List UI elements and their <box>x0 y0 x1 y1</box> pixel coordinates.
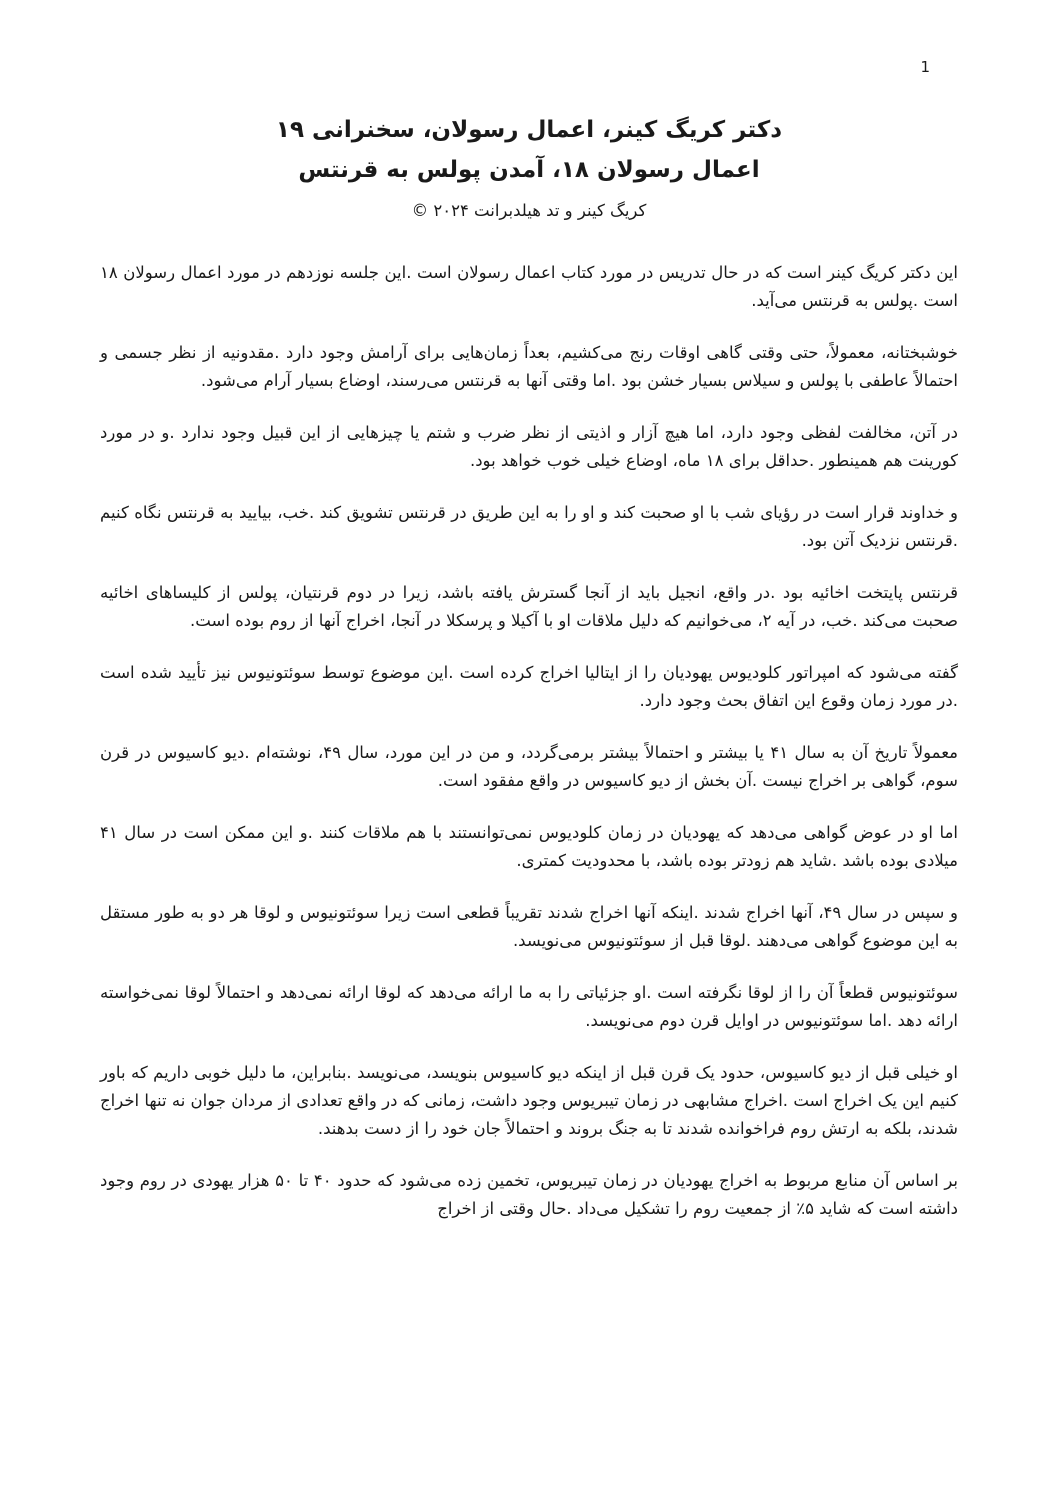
paragraph: و سپس در سال ۴۹، آنها اخراج شدند .اینکه آنها اخراج شدند تقریباً قطعی است زیرا سوئتونیوس و لوقا هر دو به طور مستقل به این موضوع گواهی می‌دهند .لوقا قبل از سوئتونیوس می‌نویسد. <box>100 903 958 951</box>
paragraph: قرنتس پایتخت اخائیه بود .در واقع، انجیل باید از آنجا گسترش یافته باشد، زیرا در دوم قرنتیان، پولس از کلیساهای اخائیه صحبت می‌کند .خب، در آیه ۲، می‌خوانیم که دلیل ملاقات او با آکیلا و پرسکلا در آنجا، اخراج آنها از روم بوده است. <box>100 583 958 631</box>
paragraph: خوشبختانه، معمولاً، حتی وقتی گاهی اوقات رنج می‌کشیم، بعداً زمان‌هایی برای آرامش وجود دارد .مقدونیه از نظر جسمی و احتمالاً عاطفی با پولس و سیلاس بسیار خشن بود .اما وقتی آنها به قرنتس می‌رسند، اوضاع بسیار آرام می‌شود. <box>100 343 958 391</box>
title-block <box>100 110 958 223</box>
paragraph: در آتن، مخالفت لفظی وجود دارد، اما هیچ آزار و اذیتی از نظر ضرب و شتم یا چیزهایی از این قبیل وجود ندارد .و در مورد کورینت هم همینطور .حداقل برای ۱۸ ماه، اوضاع خیلی خوب خواهد بود. <box>100 423 958 471</box>
paragraph: این دکتر کریگ کینر است که در حال تدریس در مورد کتاب اعمال رسولان است .این جلسه نوزدهم در مورد اعمال رسولان ۱۸ است .پولس به قرنتس می‌آید. <box>100 263 958 311</box>
paragraph: اما او در عوض گواهی می‌دهد که یهودیان در زمان کلودیوس نمی‌توانستند با هم ملاقات کنند .و این ممکن است در سال ۴۱ میلادی بوده باشد .شاید هم زودتر بوده باشد، با محدودیت کمتری. <box>100 823 958 871</box>
doc-title-line-1: دکتر کریگ کینر، اعمال رسولان، سخنرانی ۱۹ <box>275 117 783 143</box>
paragraph: گفته می‌شود که امپراتور کلودیوس یهودیان را از ایتالیا اخراج کرده است .این موضوع توسط سوئتونیوس نیز تأیید شده است .در مورد زمان وقوع این اتفاق بحث وجود دارد. <box>100 663 958 711</box>
page-number: 1 <box>920 58 930 76</box>
doc-title-line-2: اعمال رسولان ۱۸، آمدن پولس به قرنتس <box>298 157 760 184</box>
paragraph: بر اساس آن منابع مربوط به اخراج یهودیان در زمان تیبریوس، تخمین زده می‌شود که حدود ۴۰ تا ۵۰ هزار یهودی در روم وجود داشته است که شاید ۵٪ از جمعیت روم را تشکیل می‌داد .حال وقتی از اخراج <box>100 1171 959 1219</box>
doc-copyright-line: کریگ کینر و تد هیلدبرانت ۲۰۲۴ © <box>411 200 647 220</box>
paragraph: و خداوند قرار است در رؤیای شب با او صحبت کند و او را به این طریق در قرنتس تشویق کند .خب، بیایید به قرنتس نگاه کنیم .قرنتس نزدیک آتن بود. <box>100 503 958 551</box>
paragraph: معمولاً تاریخ آن به سال ۴۱ یا بیشتر و احتمالاً بیشتر برمی‌گردد، و من در این مورد، سال ۴۹، نوشته‌ام .دیو کاسیوس در قرن سوم، گواهی بر اخراج نیست .آن بخش از دیو کاسیوس در واقع مفقود است. <box>100 743 958 791</box>
paragraph: سوئتونیوس قطعاً آن را از لوقا نگرفته است .او جزئیاتی را به ما ارائه می‌دهد که لوقا ارائه نمی‌دهد و احتمالاً لوقا نمی‌خواسته ارائه دهد .اما سوئتونیوس در اوایل قرن دوم می‌نویسد. <box>100 983 958 1031</box>
paragraph: او خیلی قبل از دیو کاسیوس، حدود یک قرن قبل از اینکه دیو کاسیوس بنویسد، می‌نویسد .بنابراین، ما دلیل خوبی داریم که باور کنیم این یک اخراج است .اخراج مشابهی در زمان تیبریوس وجود داشت، زمانی که در واقع تعدادی از مردان جوان نه تنها اخراج شدند، بلکه به ارتش روم فراخوانده شدند تا به جنگ بروند و احتمالاً جان خود را از دست بدهند. <box>100 1063 958 1139</box>
document-body <box>100 259 958 1223</box>
